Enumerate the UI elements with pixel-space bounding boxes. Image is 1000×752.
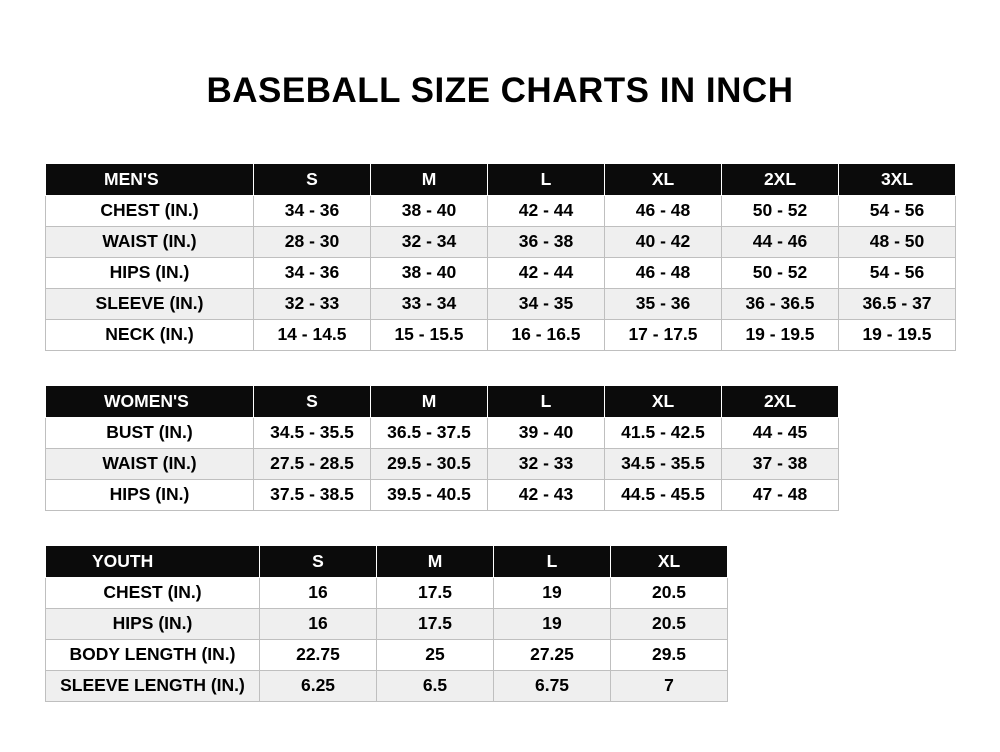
table-cell: 54 - 56 — [839, 257, 956, 288]
table-cell: 16 - 16.5 — [488, 319, 605, 350]
table-cell: 25 — [377, 639, 494, 670]
table-cell: 32 - 34 — [371, 226, 488, 257]
table-cell: 32 - 33 — [488, 448, 605, 479]
table-cell: 46 - 48 — [605, 257, 722, 288]
table-cell: 15 - 15.5 — [371, 319, 488, 350]
table-cell: 19 — [494, 577, 611, 608]
table-cell: 35 - 36 — [605, 288, 722, 319]
table-row — [46, 670, 728, 701]
youth-row-header-label: YOUTH — [46, 545, 260, 577]
table-cell: 50 - 52 — [722, 257, 839, 288]
youth-column-header-xl: XL — [611, 545, 728, 577]
table-cell: 34 - 36 — [254, 257, 371, 288]
youth-row-label-chest: CHEST (IN.) — [46, 577, 260, 608]
mens-column-header-2xl: 2XL — [722, 163, 839, 195]
table-cell: 33 - 34 — [371, 288, 488, 319]
table-header-row — [46, 385, 839, 417]
table-header-row — [46, 163, 956, 195]
table-cell: 44 - 45 — [722, 417, 839, 448]
table-cell: 41.5 - 42.5 — [605, 417, 722, 448]
womens-column-header-2xl: 2XL — [722, 385, 839, 417]
table-cell: 29.5 — [611, 639, 728, 670]
table-cell: 36.5 - 37.5 — [371, 417, 488, 448]
table-cell: 47 - 48 — [722, 479, 839, 510]
table-cell: 42 - 44 — [488, 257, 605, 288]
youth-column-header-s: S — [260, 545, 377, 577]
table-cell: 36.5 - 37 — [839, 288, 956, 319]
table-row — [46, 639, 728, 670]
mens-row-label-waist: WAIST (IN.) — [46, 226, 254, 257]
table-cell: 50 - 52 — [722, 195, 839, 226]
table-cell: 54 - 56 — [839, 195, 956, 226]
table-cell: 34 - 35 — [488, 288, 605, 319]
table-cell: 27.25 — [494, 639, 611, 670]
table-cell: 34 - 36 — [254, 195, 371, 226]
mens-table-body — [46, 195, 956, 350]
table-cell: 42 - 44 — [488, 195, 605, 226]
youth-row-label-hips: HIPS (IN.) — [46, 608, 260, 639]
table-row — [46, 195, 956, 226]
table-cell: 6.5 — [377, 670, 494, 701]
table-cell: 37 - 38 — [722, 448, 839, 479]
mens-row-label-hips: HIPS (IN.) — [46, 257, 254, 288]
youth-row-label-sleeve-length: SLEEVE LENGTH (IN.) — [46, 670, 260, 701]
table-cell: 42 - 43 — [488, 479, 605, 510]
table-cell: 6.75 — [494, 670, 611, 701]
mens-column-header-s: S — [254, 163, 371, 195]
table-cell: 44.5 - 45.5 — [605, 479, 722, 510]
mens-row-label-neck: NECK (IN.) — [46, 319, 254, 350]
womens-column-header-xl: XL — [605, 385, 722, 417]
table-cell: 20.5 — [611, 577, 728, 608]
womens-row-label-waist: WAIST (IN.) — [46, 448, 254, 479]
table-cell: 37.5 - 38.5 — [254, 479, 371, 510]
table-cell: 38 - 40 — [371, 257, 488, 288]
table-cell: 36 - 38 — [488, 226, 605, 257]
table-cell: 17.5 — [377, 577, 494, 608]
mens-table-head — [46, 163, 956, 195]
table-row — [46, 226, 956, 257]
mens-row-label-chest: CHEST (IN.) — [46, 195, 254, 226]
table-cell: 27.5 - 28.5 — [254, 448, 371, 479]
mens-column-header-3xl: 3XL — [839, 163, 956, 195]
table-cell: 38 - 40 — [371, 195, 488, 226]
youth-table-head — [46, 545, 728, 577]
table-cell: 32 - 33 — [254, 288, 371, 319]
table-cell: 39 - 40 — [488, 417, 605, 448]
mens-size-table — [45, 163, 956, 351]
womens-column-header-m: M — [371, 385, 488, 417]
table-cell: 22.75 — [260, 639, 377, 670]
table-row — [46, 417, 839, 448]
table-cell: 7 — [611, 670, 728, 701]
youth-row-label-body-length: BODY LENGTH (IN.) — [46, 639, 260, 670]
table-cell: 17 - 17.5 — [605, 319, 722, 350]
table-cell: 44 - 46 — [722, 226, 839, 257]
table-row — [46, 288, 956, 319]
youth-size-table — [45, 545, 728, 702]
youth-column-header-m: M — [377, 545, 494, 577]
womens-column-header-s: S — [254, 385, 371, 417]
table-header-row — [46, 545, 728, 577]
table-cell: 39.5 - 40.5 — [371, 479, 488, 510]
table-cell: 40 - 42 — [605, 226, 722, 257]
table-cell: 19 — [494, 608, 611, 639]
page-title: BASEBALL SIZE CHARTS IN INCH — [206, 71, 794, 110]
table-cell: 29.5 - 30.5 — [371, 448, 488, 479]
mens-column-header-m: M — [371, 163, 488, 195]
table-cell: 6.25 — [260, 670, 377, 701]
table-row — [46, 577, 728, 608]
womens-row-header-label: WOMEN'S — [46, 385, 254, 417]
womens-column-header-l: L — [488, 385, 605, 417]
womens-size-table — [45, 385, 839, 511]
table-row — [46, 319, 956, 350]
table-cell: 36 - 36.5 — [722, 288, 839, 319]
table-row — [46, 479, 839, 510]
youth-table-body — [46, 577, 728, 701]
table-cell: 16 — [260, 577, 377, 608]
table-cell: 34.5 - 35.5 — [605, 448, 722, 479]
mens-column-header-l: L — [488, 163, 605, 195]
mens-row-header-label: MEN'S — [46, 163, 254, 195]
mens-column-header-xl: XL — [605, 163, 722, 195]
womens-table-head — [46, 385, 839, 417]
size-tables-container — [45, 111, 955, 702]
table-cell: 20.5 — [611, 608, 728, 639]
table-cell: 17.5 — [377, 608, 494, 639]
table-cell: 19 - 19.5 — [839, 319, 956, 350]
womens-table-body — [46, 417, 839, 510]
table-cell: 14 - 14.5 — [254, 319, 371, 350]
table-cell: 48 - 50 — [839, 226, 956, 257]
youth-column-header-l: L — [494, 545, 611, 577]
table-cell: 16 — [260, 608, 377, 639]
womens-row-label-bust: BUST (IN.) — [46, 417, 254, 448]
mens-row-label-sleeve: SLEEVE (IN.) — [46, 288, 254, 319]
table-cell: 19 - 19.5 — [722, 319, 839, 350]
table-row — [46, 448, 839, 479]
table-cell: 34.5 - 35.5 — [254, 417, 371, 448]
table-cell: 28 - 30 — [254, 226, 371, 257]
womens-row-label-hips: HIPS (IN.) — [46, 479, 254, 510]
table-cell: 46 - 48 — [605, 195, 722, 226]
table-row — [46, 257, 956, 288]
table-row — [46, 608, 728, 639]
